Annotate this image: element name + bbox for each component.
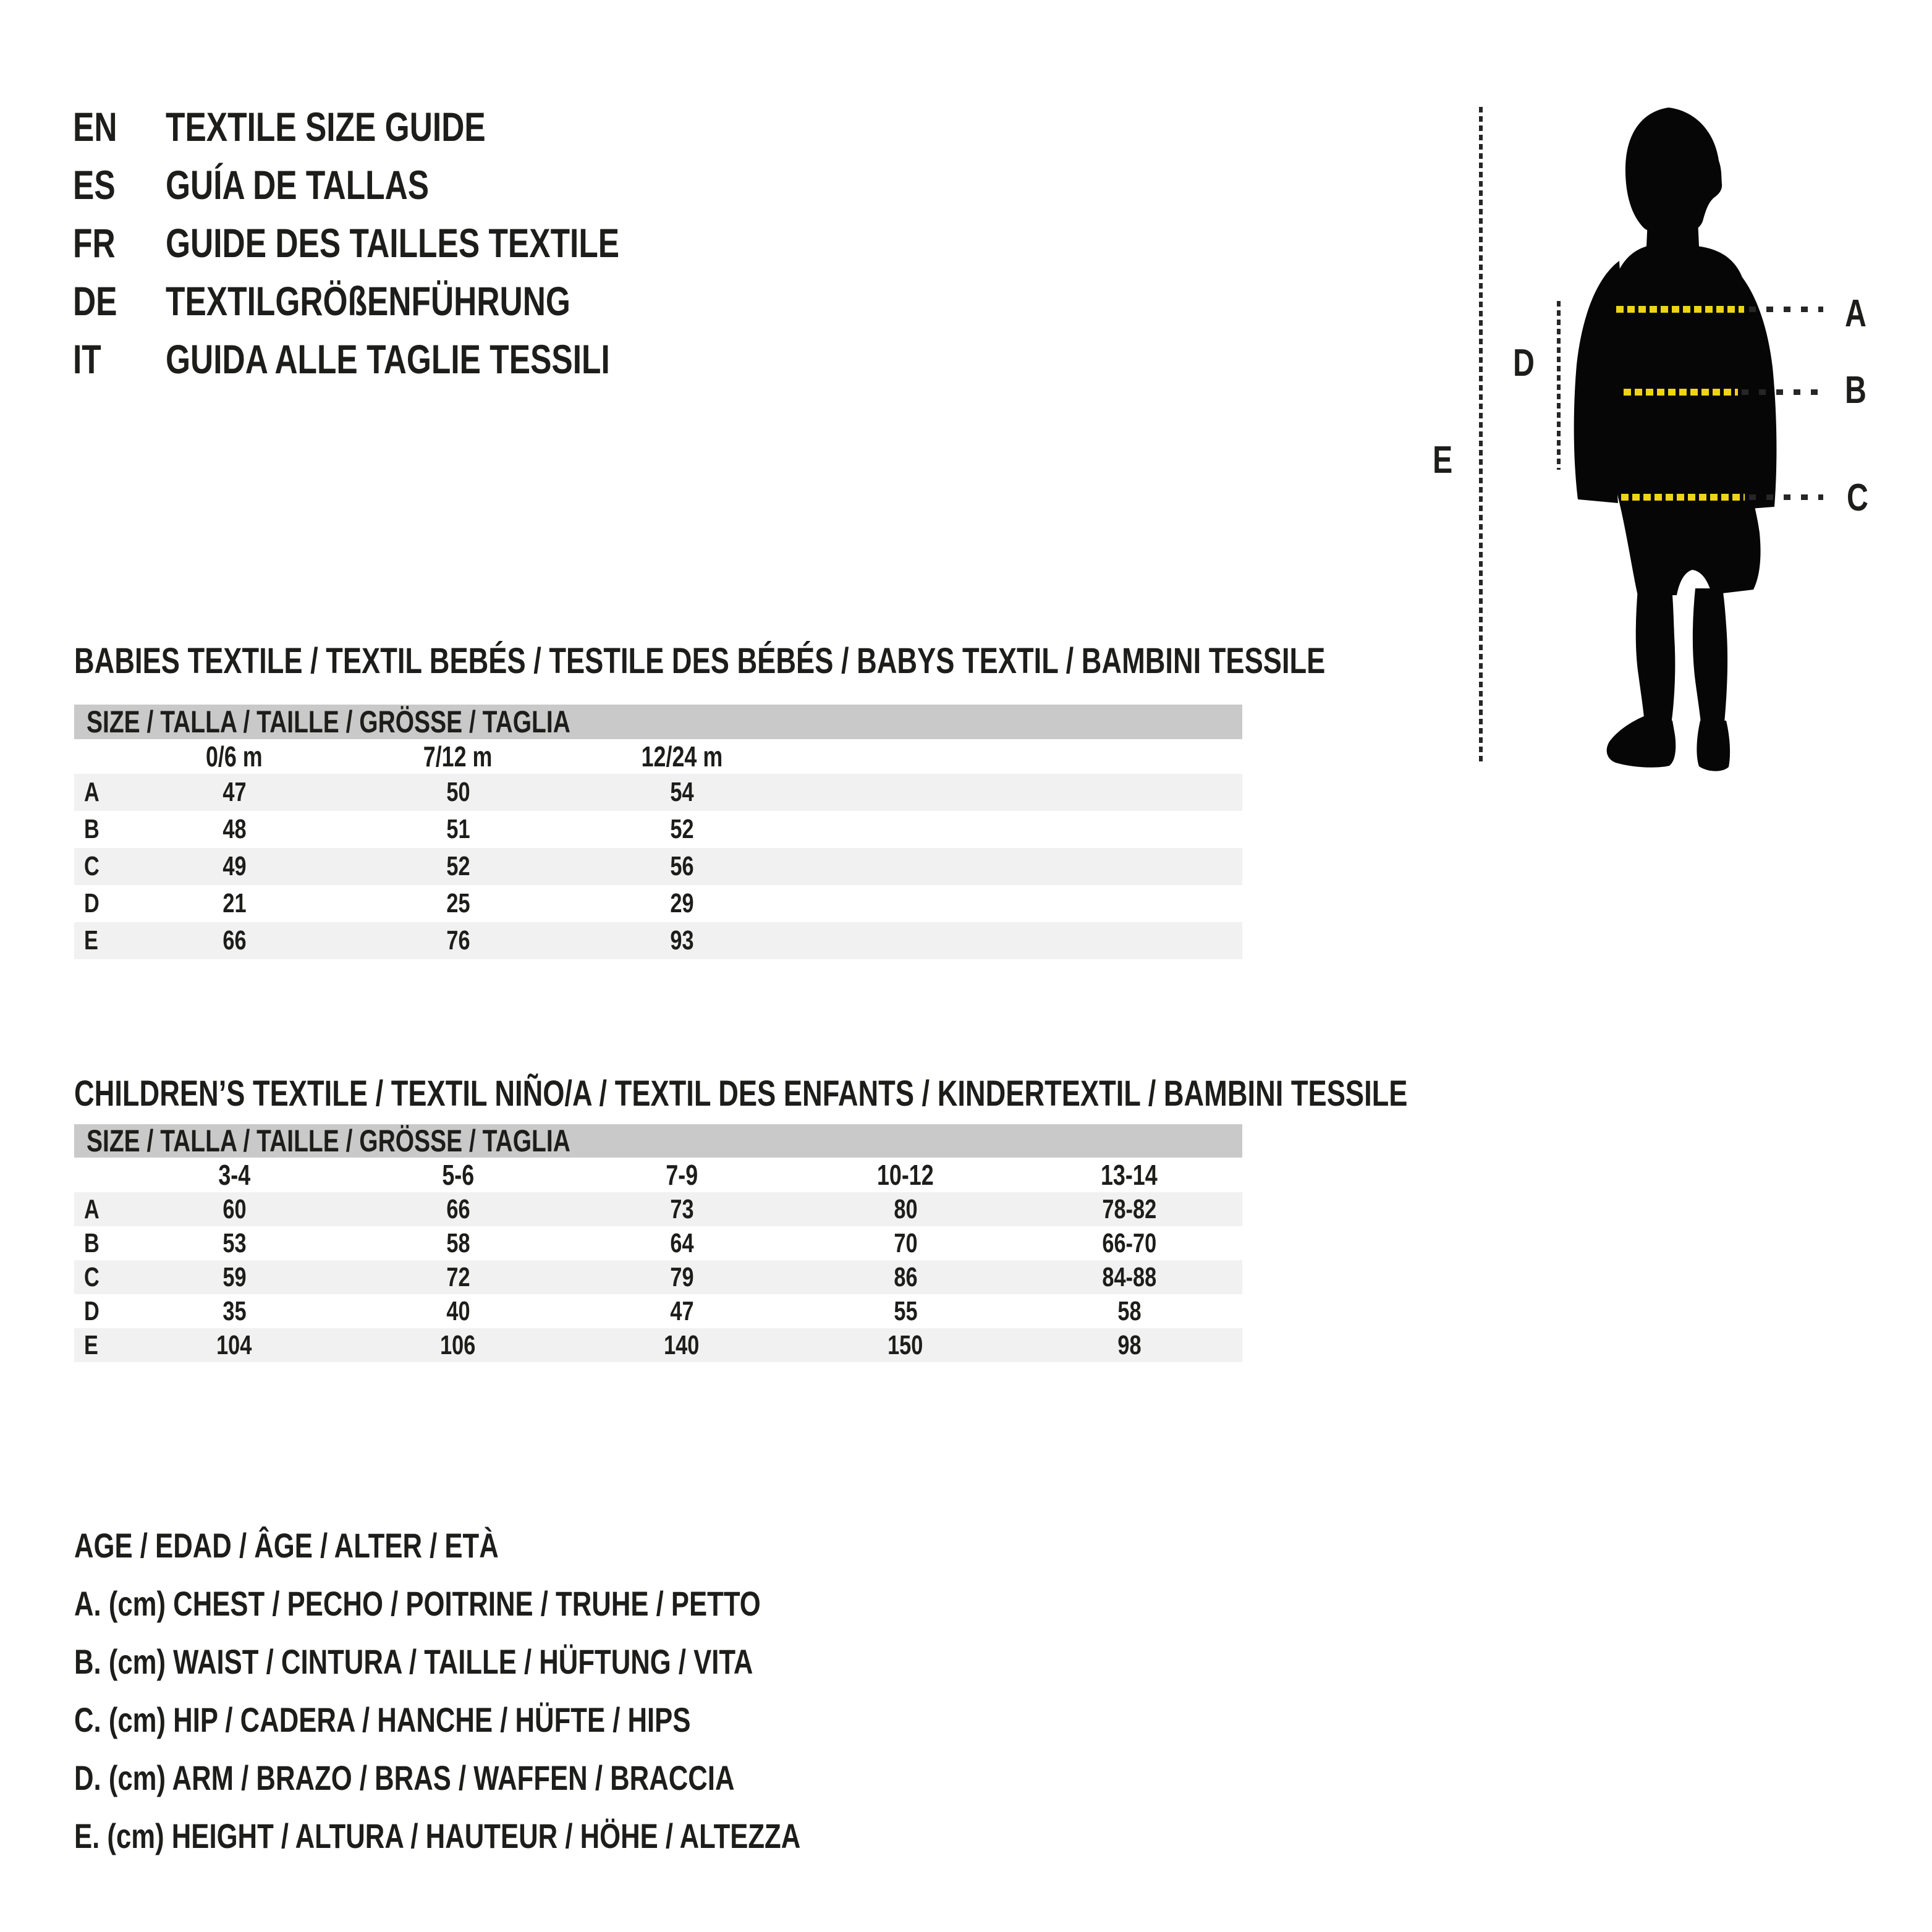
table-cell: 48 <box>222 814 247 844</box>
chest-line-dark <box>1749 307 1823 312</box>
table-cell: 53 <box>222 1227 247 1258</box>
column-header: 3-4 <box>218 1159 250 1191</box>
row-label: E <box>84 1329 98 1360</box>
column-header: 7/12 m <box>423 740 493 773</box>
row-label: D <box>84 1295 100 1326</box>
language-code: DE <box>73 278 117 324</box>
column-header: 0/6 m <box>206 740 263 773</box>
language-code: EN <box>73 104 117 150</box>
table-cell: 66 <box>222 925 247 955</box>
table-cell: 52 <box>669 814 694 844</box>
figure-label-B: B <box>1845 369 1866 412</box>
row-label: A <box>84 777 100 807</box>
figure-label-A: A <box>1845 292 1866 335</box>
table-cell: 140 <box>664 1329 700 1360</box>
table-cell: 21 <box>222 888 247 918</box>
column-header: 7-9 <box>666 1159 698 1191</box>
children-column-header-row <box>74 1158 1242 1192</box>
table-row <box>74 774 1242 811</box>
children-section-title: CHILDREN’S TEXTILE / TEXTIL NIÑO/A / TEXTIL DES ENFANTS / KINDERTEXTIL / BAMBINI TESSILE <box>74 1074 1408 1114</box>
table-cell: 59 <box>222 1261 247 1292</box>
table-cell: 66 <box>446 1193 470 1224</box>
table-cell: 56 <box>669 851 694 881</box>
table-cell: 76 <box>446 925 470 955</box>
hip-line-dark <box>1749 494 1823 500</box>
babies-section-title: BABIES TEXTILE / TEXTIL BEBÉS / TESTILE DES BÉBÉS / BABYS TEXTIL / BAMBINI TESSILE <box>74 641 1326 681</box>
table-cell: 49 <box>222 851 247 881</box>
table-cell: 55 <box>893 1295 918 1326</box>
children-size-table <box>74 1124 1242 1362</box>
language-title: TEXTILE SIZE GUIDE <box>166 104 486 150</box>
arm-measure-line-D <box>1557 301 1561 470</box>
size-header-bar: SIZE / TALLA / TAILLE / GRÖSSE / TAGLIA <box>74 1124 1242 1158</box>
column-header: 13-14 <box>1101 1159 1158 1191</box>
column-header: 10-12 <box>877 1159 934 1191</box>
table-cell: 50 <box>446 777 470 807</box>
waist-line-dark <box>1742 389 1823 395</box>
language-list <box>73 98 747 388</box>
language-code: IT <box>73 336 101 382</box>
babies-column-header-row <box>74 739 1242 774</box>
table-cell: 150 <box>888 1329 923 1360</box>
table-cell: 35 <box>222 1295 247 1326</box>
row-label: E <box>84 925 98 955</box>
size-header-bar: SIZE / TALLA / TAILLE / GRÖSSE / TAGLIA <box>74 705 1242 739</box>
table-row <box>74 848 1242 885</box>
row-label: D <box>84 888 100 918</box>
hip-line-yellow <box>1621 494 1745 501</box>
table-cell: 60 <box>222 1193 247 1224</box>
table-cell: 47 <box>222 777 247 807</box>
table-cell: 54 <box>669 777 694 807</box>
legend-line-waist: B. (cm) WAIST / CINTURA / TAILLE / HÜFTUNG / VITA <box>74 1642 753 1681</box>
table-cell: 72 <box>446 1261 470 1292</box>
table-cell: 52 <box>446 851 470 881</box>
figure-label-E: E <box>1433 439 1453 481</box>
table-row <box>74 922 1242 959</box>
legend-line-chest: A. (cm) CHEST / PECHO / POITRINE / TRUHE / PETTO <box>74 1584 761 1623</box>
table-cell: 78-82 <box>1102 1193 1156 1224</box>
table-row <box>74 1226 1242 1260</box>
table-cell: 86 <box>893 1261 918 1292</box>
language-row-fr <box>73 214 747 272</box>
table-row <box>74 1192 1242 1226</box>
legend-line-age: AGE / EDAD / ÂGE / ALTER / ETÀ <box>74 1526 499 1565</box>
figure-label-C: C <box>1847 477 1868 519</box>
babies-size-table <box>74 705 1242 959</box>
table-cell: 64 <box>669 1227 694 1258</box>
language-code: FR <box>73 220 116 266</box>
language-row-de <box>73 272 747 330</box>
table-cell: 29 <box>669 888 694 918</box>
language-row-en <box>73 98 747 156</box>
language-title: GUIDA ALLE TAGLIE TESSILI <box>166 336 610 382</box>
table-cell: 104 <box>216 1329 252 1360</box>
table-cell: 106 <box>440 1329 476 1360</box>
table-row <box>74 885 1242 922</box>
table-cell: 58 <box>1117 1295 1142 1326</box>
table-cell: 70 <box>893 1227 918 1258</box>
language-title: GUIDE DES TAILLES TEXTILE <box>166 220 620 266</box>
table-row <box>74 1294 1242 1328</box>
language-row-it <box>73 330 747 388</box>
table-row <box>74 1328 1242 1362</box>
language-title: TEXTILGRÖßENFÜHRUNG <box>166 278 570 324</box>
column-header: 12/24 m <box>641 740 722 773</box>
legend-line-height: E. (cm) HEIGHT / ALTURA / HAUTEUR / HÖHE / ALTEZZA <box>74 1816 801 1855</box>
legend-line-arm: D. (cm) ARM / BRAZO / BRAS / WAFFEN / BRACCIA <box>74 1758 735 1797</box>
table-cell: 51 <box>446 814 470 844</box>
measurement-legend <box>74 1517 1006 1865</box>
waist-line-yellow <box>1624 389 1738 396</box>
table-cell: 47 <box>669 1295 694 1326</box>
table-cell: 80 <box>893 1193 918 1224</box>
legend-line-hip: C. (cm) HIP / CADERA / HANCHE / HÜFTE / HIPS <box>74 1700 691 1739</box>
row-label: B <box>84 814 100 844</box>
language-title: GUÍA DE TALLAS <box>166 162 430 208</box>
table-cell: 73 <box>669 1193 694 1224</box>
language-code: ES <box>73 162 116 208</box>
table-row <box>74 1260 1242 1294</box>
chest-line-yellow <box>1616 306 1744 313</box>
table-cell: 98 <box>1117 1329 1142 1360</box>
row-label: C <box>84 1261 100 1292</box>
table-cell: 93 <box>669 925 694 955</box>
table-cell: 84-88 <box>1102 1261 1156 1292</box>
table-cell: 25 <box>446 888 470 918</box>
table-cell: 58 <box>446 1227 470 1258</box>
language-row-es <box>73 156 747 214</box>
row-label: A <box>84 1193 100 1224</box>
table-cell: 66-70 <box>1102 1227 1156 1258</box>
row-label: B <box>84 1227 100 1258</box>
column-header: 5-6 <box>442 1159 474 1191</box>
table-row <box>74 811 1242 848</box>
table-cell: 40 <box>446 1295 470 1326</box>
table-cell: 79 <box>669 1261 694 1292</box>
row-label: C <box>84 851 100 881</box>
figure-label-D: D <box>1513 342 1535 384</box>
